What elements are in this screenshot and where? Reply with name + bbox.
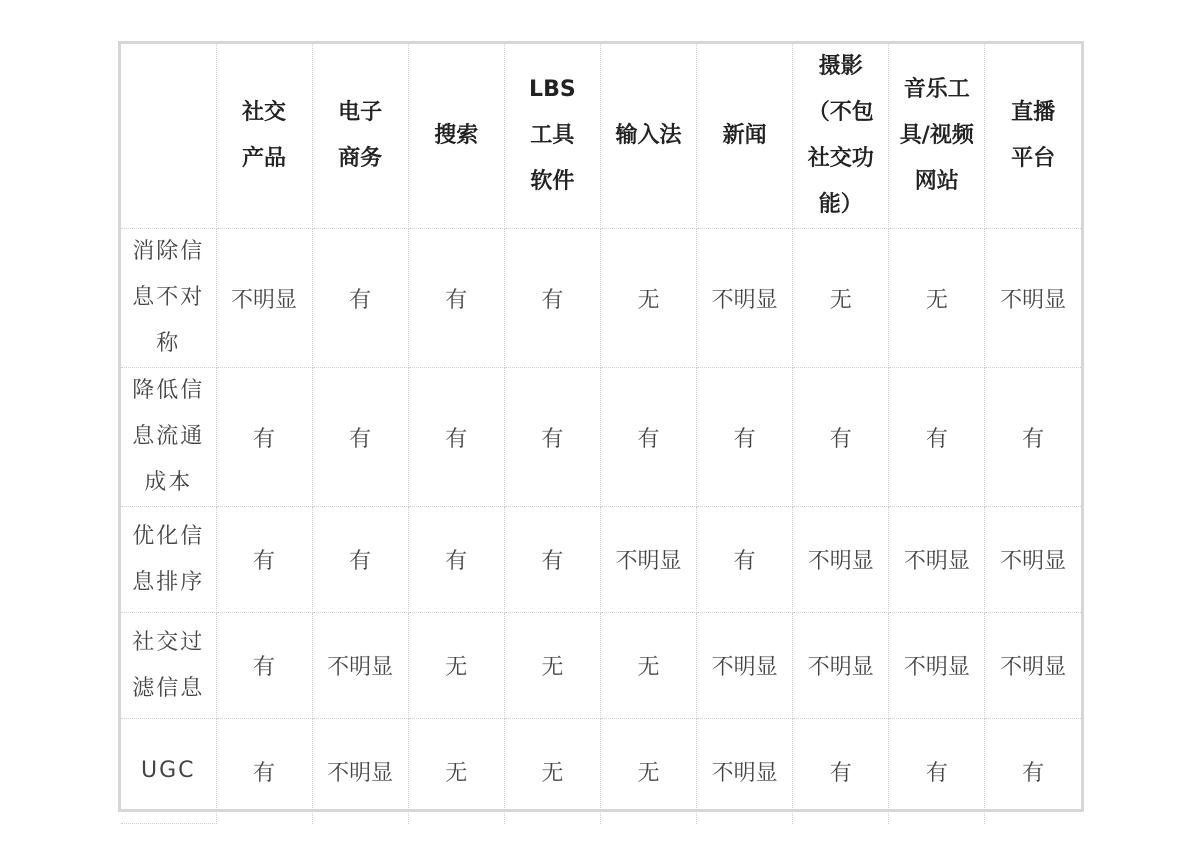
table-cell: 不明显	[697, 719, 793, 824]
table-cell: 无	[408, 719, 504, 824]
table-cell: 无	[600, 229, 696, 368]
table-cell: 有	[793, 719, 889, 824]
row-header: UGC	[121, 719, 216, 824]
table-cell: 不明显	[312, 613, 408, 719]
table-cell: 有	[216, 507, 312, 613]
comparison-table-frame	[118, 41, 1084, 812]
table-cell: 有	[504, 368, 600, 507]
column-header: 社交产品	[216, 44, 312, 229]
table-cell: 不明显	[985, 613, 1081, 719]
table-cell: 有	[504, 229, 600, 368]
column-header: 摄影（不包社交功能）	[793, 44, 889, 229]
table-cell: 有	[216, 613, 312, 719]
table-cell: 无	[600, 719, 696, 824]
table-row	[121, 368, 1081, 507]
table-cell: 无	[504, 719, 600, 824]
table-cell: 有	[985, 368, 1081, 507]
table-cell: 有	[985, 719, 1081, 824]
table-cell: 不明显	[889, 507, 985, 613]
table-row	[121, 719, 1081, 824]
table-cell: 有	[600, 368, 696, 507]
table-cell: 不明显	[216, 229, 312, 368]
row-header: 降低信息流通成本	[121, 368, 216, 507]
table-cell: 有	[216, 719, 312, 824]
corner-cell	[121, 44, 216, 229]
column-header: 直播平台	[985, 44, 1081, 229]
column-header: 电子商务	[312, 44, 408, 229]
table-cell: 有	[697, 507, 793, 613]
table-cell: 不明显	[697, 613, 793, 719]
column-header: 音乐工具/视频网站	[889, 44, 985, 229]
table-cell: 不明显	[985, 229, 1081, 368]
table-cell: 有	[408, 507, 504, 613]
table-cell: 不明显	[985, 507, 1081, 613]
table-cell: 无	[504, 613, 600, 719]
column-header: 输入法	[600, 44, 696, 229]
table-cell: 有	[793, 368, 889, 507]
table-cell: 无	[408, 613, 504, 719]
table-cell: 有	[504, 507, 600, 613]
table-cell: 有	[889, 368, 985, 507]
table-cell: 不明显	[889, 613, 985, 719]
table-cell: 有	[889, 719, 985, 824]
table-header-row	[121, 44, 1081, 229]
row-header: 优化信息排序	[121, 507, 216, 613]
table-cell: 有	[312, 368, 408, 507]
table-cell: 不明显	[600, 507, 696, 613]
table-cell: 有	[216, 368, 312, 507]
table-cell: 不明显	[697, 229, 793, 368]
table-cell: 无	[889, 229, 985, 368]
row-header: 消除信息不对称	[121, 229, 216, 368]
table-cell: 无	[600, 613, 696, 719]
column-header: LBS工具软件	[504, 44, 600, 229]
table-cell: 不明显	[793, 613, 889, 719]
table-cell: 有	[697, 368, 793, 507]
table-row	[121, 507, 1081, 613]
table-cell: 有	[408, 229, 504, 368]
comparison-table	[121, 44, 1081, 824]
table-row	[121, 229, 1081, 368]
table-cell: 有	[312, 229, 408, 368]
table-row	[121, 613, 1081, 719]
table-cell: 不明显	[793, 507, 889, 613]
table-cell: 有	[312, 507, 408, 613]
table-cell: 不明显	[312, 719, 408, 824]
table-cell: 无	[793, 229, 889, 368]
column-header: 搜索	[408, 44, 504, 229]
table-cell: 有	[408, 368, 504, 507]
row-header: 社交过滤信息	[121, 613, 216, 719]
column-header: 新闻	[697, 44, 793, 229]
